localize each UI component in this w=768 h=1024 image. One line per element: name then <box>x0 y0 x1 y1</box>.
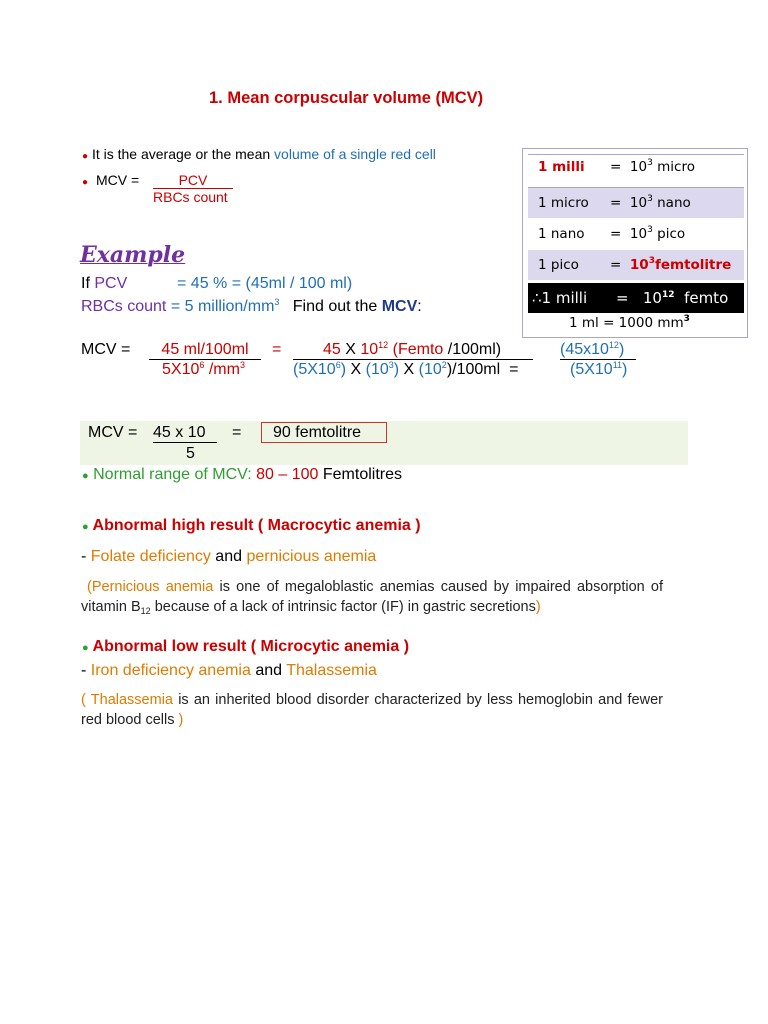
unit-table-footer: 1 ml = 1000 $mm^3$ <box>569 314 690 331</box>
definition-prefix: It is the average or the mean <box>91 146 271 162</box>
definition-bullet <box>82 146 436 162</box>
page-title: 1. Mean corpuscular volume (MCV) <box>209 89 484 107</box>
unit-row: 1 milli = $10^3$ micro <box>538 158 695 175</box>
result-equals: = <box>232 424 242 441</box>
result-numerator: 45 x 10 <box>153 424 217 443</box>
bullet-icon: ● <box>82 521 89 533</box>
low-causes: - Iron deficiency anemia and Thalassemia <box>81 662 377 679</box>
unit-row: 1 nano = $10^3$ pico <box>538 225 686 242</box>
example-rbc-line: RBCs count = 5 million/$mm^3$ Find out the MCV: <box>81 297 422 315</box>
bullet-icon: ● <box>82 470 89 482</box>
result-denominator: 5 <box>186 445 195 462</box>
high-result-heading: ● Abnormal high result ( Macrocytic anemia ) <box>82 517 421 534</box>
bullet-icon: ● <box>82 177 89 188</box>
calc-equals-1: = <box>272 341 282 358</box>
low-note: ( Thalassemia is an inherited blood disorder characterized by less hemoglobin and fewer red blood cells ) <box>81 692 663 728</box>
bullet-icon: ● <box>82 642 89 654</box>
definition-highlight: volume of a single red cell <box>274 146 436 162</box>
unit-row: 1 pico = $10^3femtolitre$ <box>528 250 744 280</box>
normal-range: ● Normal range of MCV: 80 – 100 Femtolitres <box>82 466 402 483</box>
bullet-icon: ● <box>82 151 89 162</box>
example-heading: Example <box>80 242 186 268</box>
calc-denominator-2: $(5X10^6)$ X $(10^3)$ X $(10^2)/100ml$ = <box>293 360 519 378</box>
mcv-formula-denominator: RBCs count <box>153 189 228 205</box>
example-pcv-value: = 45 % = (45ml / 100 ml) <box>177 275 353 292</box>
calc-numerator-2: 45 X $10^{12}$ (Femto /100ml) <box>293 341 533 360</box>
result-value: 90 femtolitre <box>273 424 362 441</box>
unit-conversion-table <box>522 148 748 338</box>
mcv-formula <box>82 172 139 188</box>
calc-numerator-1: 45 ml/100ml <box>149 341 261 360</box>
low-result-heading: ● Abnormal low result ( Microcytic anemia ) <box>82 638 410 655</box>
high-causes: - Folate deficiency and pernicious anemia <box>81 548 377 565</box>
unit-row: ∴1 milli = $10^{12}$ femto <box>528 283 744 313</box>
calc-denominator-3: $(5X10^{11})$ <box>570 360 628 378</box>
high-note: (Pernicious anemia is one of megaloblastic anemias caused by impaired absorption of vitamin $B_{12}$ because of a lack of intrinsic factor (IF) in gastric secretions) <box>81 579 663 616</box>
mcv-formula-numerator: PCV <box>153 172 233 189</box>
unit-row: 1 micro = $10^3$ nano <box>528 188 744 218</box>
example-pcv-line: If PCV <box>81 275 128 292</box>
mcv-formula-label: MCV = <box>95 172 140 188</box>
calc-numerator-3: $(45x10^{12})$ <box>560 341 636 360</box>
calc-denominator-1: $5X10^6$ $/mm^3$ <box>162 360 245 378</box>
result-label: MCV = <box>88 424 138 441</box>
calc-label: MCV = <box>81 341 131 358</box>
